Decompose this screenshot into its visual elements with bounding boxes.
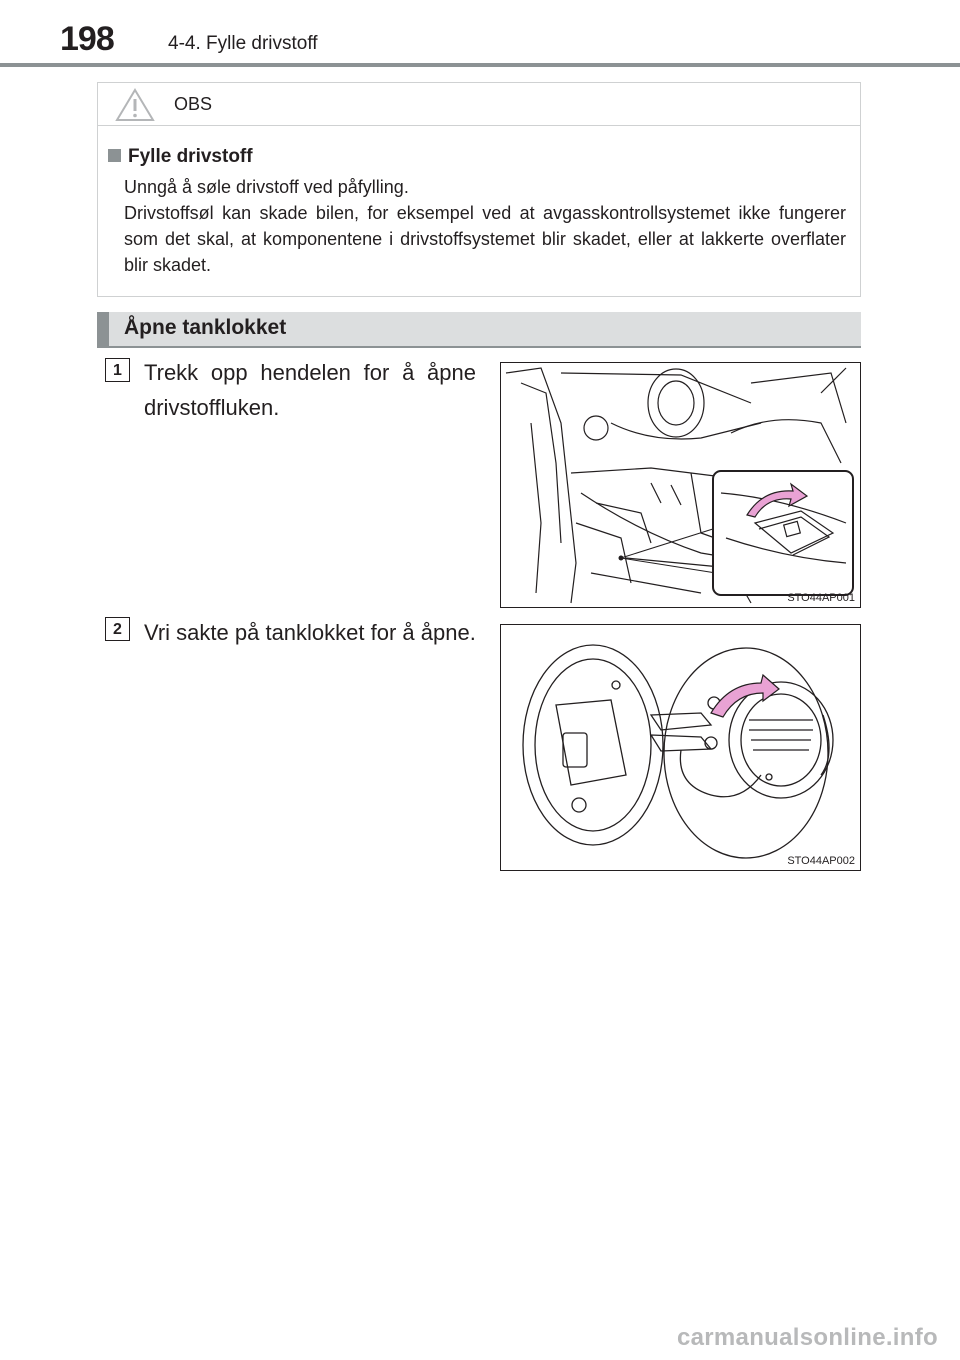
- warning-triangle-icon: [115, 88, 155, 122]
- step-number-badge: 2: [105, 617, 130, 641]
- square-bullet-icon: [108, 149, 121, 162]
- figure-code: STO44AP001: [787, 592, 855, 604]
- caution-line: Unngå å søle drivstoff ved påfylling.: [124, 177, 409, 197]
- fuel-cap-illustration: [500, 624, 861, 871]
- caution-header: [98, 83, 860, 126]
- caution-line: Drivstoffsøl kan skade bilen, for eksempel ved at avgasskontrollsystemet ikke fungerer som det skal, at komponentene i drivstoffsystemet blir skadet, eller at lakkerte overflater blir skadet.: [124, 203, 846, 275]
- step-text: Trekk opp hendelen for å åpne drivstoffluken.: [144, 360, 476, 420]
- header-rule: [0, 63, 960, 67]
- step-number-badge: 1: [105, 358, 130, 382]
- caution-heading: [108, 146, 253, 168]
- step-text: Vri sakte på tanklokket for å åpne.: [144, 620, 476, 645]
- fuel-cap-drawing: [501, 625, 860, 870]
- caution-box: [97, 82, 861, 297]
- section-title: 4-4. Fylle drivstoff: [168, 33, 318, 54]
- caution-label: OBS: [174, 94, 213, 114]
- subsection-title-bar: [97, 312, 861, 348]
- fuel-door-lever-illustration: [500, 362, 861, 608]
- caution-heading-text: Fylle drivstoff: [128, 146, 253, 167]
- page-number: 198: [60, 20, 114, 58]
- watermark: carmanualsonline.info: [676, 1324, 938, 1351]
- car-interior-drawing: [501, 363, 860, 607]
- subsection-title: Åpne tanklokket: [124, 316, 287, 339]
- figure-code: STO44AP002: [787, 855, 855, 867]
- caution-body: [124, 174, 846, 278]
